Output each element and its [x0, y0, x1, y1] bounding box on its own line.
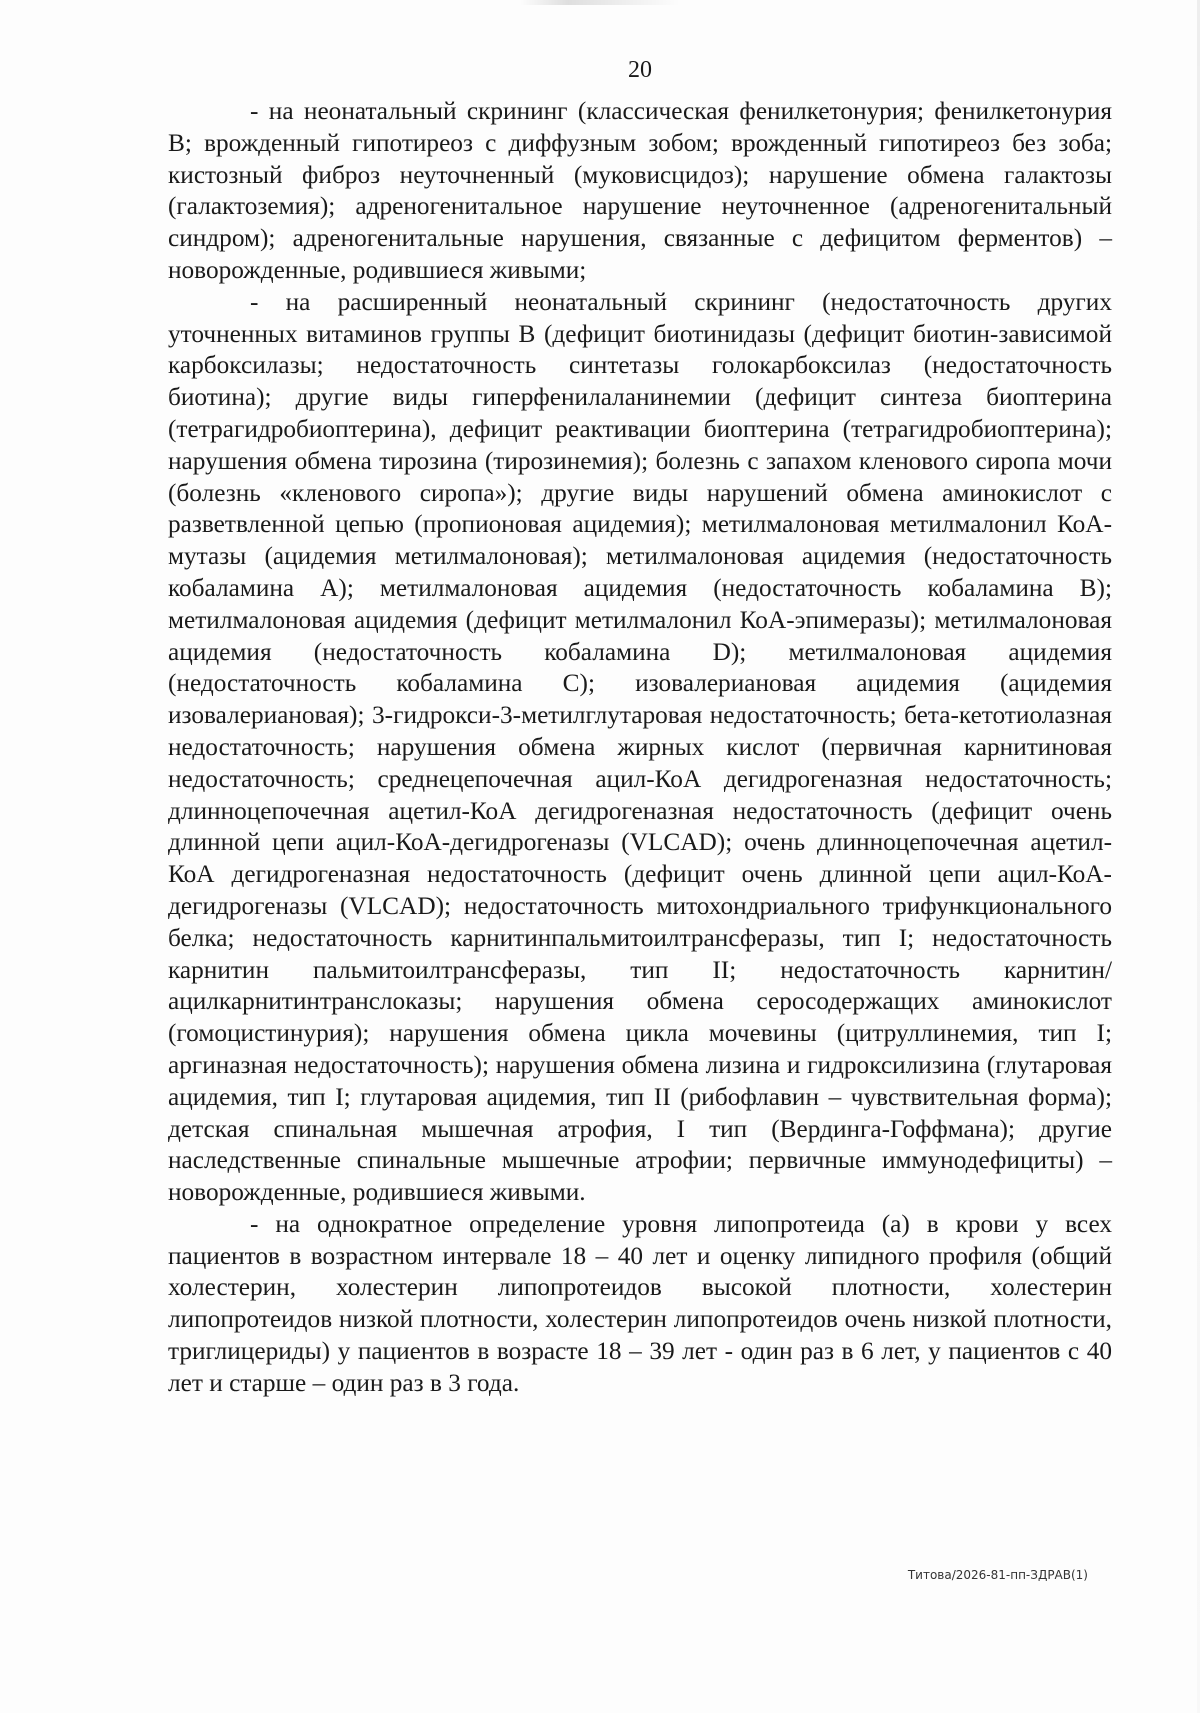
paragraph-extended-neonatal-screening: - на расширенный неонатальный скрининг (недостаточность других уточненных витаминов группы В (дефицит биотинидазы (дефицит биотин-зависимой карбоксилазы; недостаточность синтетазы голокарбоксилаз (недостаточность биотина); другие виды гиперфенилаланинемии (дефицит синтеза биоптерина (тетрагидробиоптерина), дефицит реактивации биоптерина (тетрагидробиоптерина); нарушения обмена тирозина (тирозинемия); болезнь с запахом кленового сиропа мочи (болезнь «кленового сиропа»); другие виды нарушений обмена аминокислот с разветвленной цепью (пропионовая ацидемия); метилмалоновая метилмалонил КоА-мутазы (ацидемия метилмалоновая); метилмалоновая ацидемия (недостаточность кобаламина А); метилмалоновая ацидемия (недостаточность кобаламина В); метилмалоновая ацидемия (дефицит метилмалонил КоА-эпимеразы); метилмалоновая ацидемия (недостаточность кобаламина D); метилмалоновая ацидемия (недостаточность кобаламина С); изовалериановая ацидемия (ацидемия изовалериановая); 3-гидрокси-3-метилглутаровая недостаточность; бета-кетотиолазная недостаточность; нарушения обмена жирных кислот (первичная карнитиновая недостаточность; среднецепочечная ацил-КоА дегидрогеназная недостаточность; длинноцепочечная ацетил-КоА дегидрогеназная недостаточность (дефицит очень длинной цепи ацил-КоА-дегидрогеназы (VLCAD); очень длинноцепочечная ацетил-КоА дегидрогеназная недостаточность (дефицит очень длинной цепи ацил-КоА-дегидрогеназы (VLCAD); недостаточность митохондриального трифункционального белка; недостаточность карнитинпальмитоилтрансферазы, тип I; недостаточность карнитин пальмитоилтрансферазы, тип II; недостаточность карнитин/ацилкарнитинтранслоказы; нарушения обмена серосодержащих аминокислот (гомоцистинурия); нарушения обмена цикла мочевины (цитруллинемия, тип I; аргиназная недостаточность); нарушения обмена лизина и гидроксилизина (глутаровая ацидемия, тип I; глутаровая ацидемия, тип II (рибофлавин – чувствительная форма); детская спинальная мышечная атрофия, I тип (Вердинга-Гоффмана); другие наследственные спинальные мышечные атрофии; первичные иммунодефициты) – новорожденные, родившиеся живыми.: [168, 287, 1112, 1207]
scan-artifact: [520, 0, 680, 5]
page-number: 20: [628, 57, 652, 83]
paragraph-neonatal-screening: - на неонатальный скрининг (классическая фенилкетонурия; фенилкетонурия В; врожденный гипотиреоз с диффузным зобом; врожденный гипотиреоз без зоба; кистозный фиброз неуточненный (муковисцидоз); нарушение обмена галактозы (галактоземия); адреногенитальное нарушение неуточненное (адреногенитальный синдром); адреногенитальные нарушения, связанные с дефицитом ферментов) – новорожденные, родившиеся живыми;: [168, 97, 1112, 284]
footer-reference: Титова/2026-81-пп-ЗДРАВ(1): [907, 1568, 1088, 1582]
paragraph-lipoprotein-testing: - на однократное определение уровня липопротеида (а) в крови у всех пациентов в возрастном интервале 18 – 40 лет и оценку липидного профиля (общий холестерин, холестерин липопротеидов высокой плотности, холестерин липопротеидов низкой плотности, холестерин липопротеидов очень низкой плотности, триглицериды) у пациентов в возрасте 18 – 39 лет - один раз в 6 лет, у пациентов с 40 лет и старше – один раз в 3 года.: [168, 1209, 1112, 1397]
document-body: [168, 96, 1112, 1400]
